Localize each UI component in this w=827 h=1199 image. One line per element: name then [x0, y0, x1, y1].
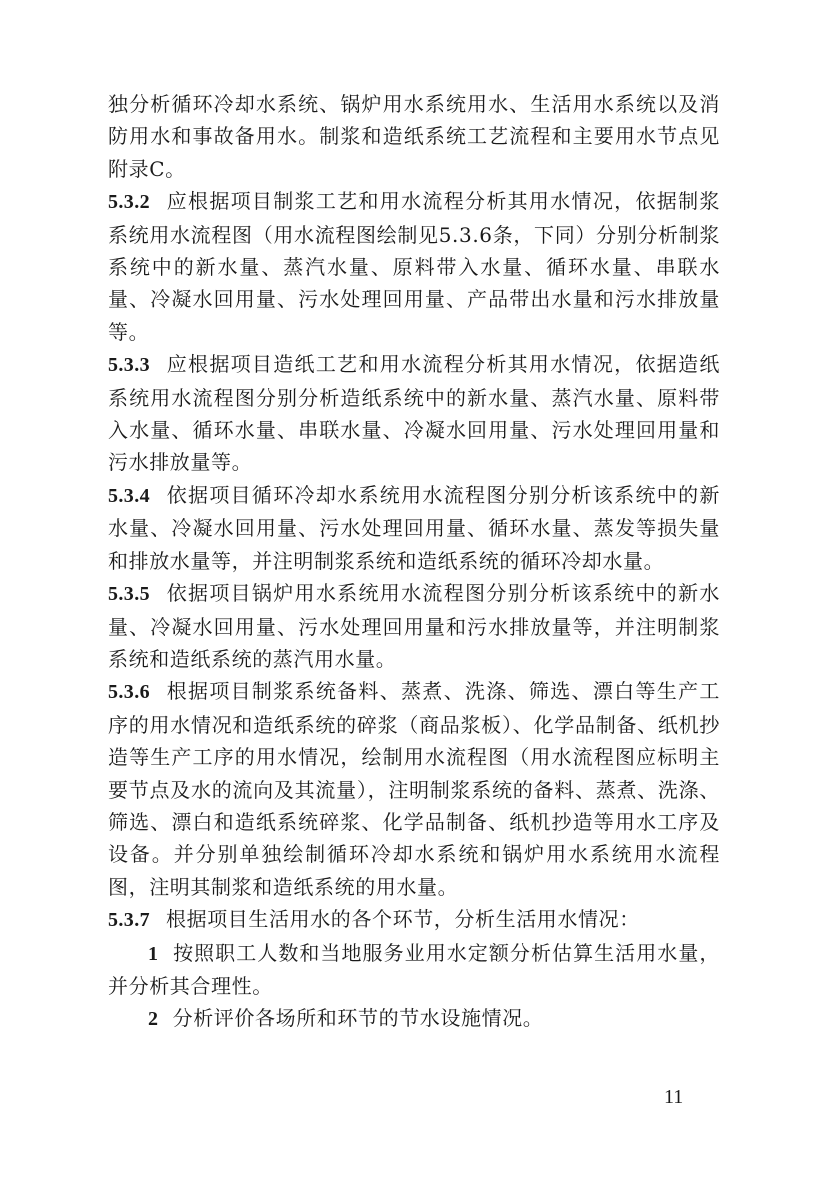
- item-number: 2: [148, 1008, 159, 1031]
- clause-number: 5.3.6: [108, 681, 150, 704]
- clause-5-3-4: [108, 479, 720, 577]
- item-text: 分析评价各场所和环节的节水设施情况。: [172, 1006, 544, 1031]
- item-text: 按照职工人数和当地服务业用水定额分析估算生活用水量，并分析其合理性。: [108, 940, 720, 998]
- list-item: [108, 937, 720, 1003]
- clause-number: 5.3.7: [108, 909, 150, 932]
- page-number: 11: [664, 1086, 684, 1108]
- clause-text: 应根据项目造纸工艺和用水流程分析其用水情况，依据造纸系统用水流程图分别分析造纸系统中的新水量、蒸汽水量、原料带入水量、循环水量、串联水量、冷凝水回用量、污水处理回用量和污水排放量等。: [108, 352, 720, 475]
- clause-number: 5.3.2: [108, 191, 150, 214]
- clause-text: 依据项目锅炉用水系统用水流程图分别分析该系统中的新水量、冷凝水回用量、污水处理回用量和污水排放量等，并注明制浆系统和造纸系统的蒸汽用水量。: [108, 581, 720, 671]
- body-text: [108, 88, 720, 1036]
- clause-5-3-6: [108, 675, 720, 903]
- clause-text: 应根据项目制浆工艺和用水流程分析其用水情况，依据制浆系统用水流程图（用水流程图绘制见5.3.6条，下同）分别分析制浆系统中的新水量、蒸汽水量、原料带入水量、循环水量、串联水量、冷凝水回用量、污水处理回用量、产品带出水量和污水排放量等。: [108, 189, 720, 344]
- clause-text: 依据项目循环冷却水系统用水流程图分别分析该系统中的新水量、冷凝水回用量、污水处理回用量、循环水量、蒸发等损失量和排放水量等，并注明制浆系统和造纸系统的循环冷却水量。: [108, 482, 720, 573]
- clause-5-3-3: [108, 348, 720, 479]
- clause-text: 根据项目生活用水的各个环节，分析生活用水情况：: [166, 907, 640, 932]
- clause-5-3-2: [108, 185, 720, 348]
- item-number: 1: [148, 942, 159, 965]
- clause-5-3-7: [108, 903, 720, 936]
- clause-number: 5.3.3: [108, 354, 150, 377]
- intro-paragraph: 独分析循环冷却水系统、锅炉用水系统用水、生活用水系统以及消防用水和事故备用水。制浆和造纸系统工艺流程和主要用水节点见附录C。: [108, 92, 720, 181]
- clause-5-3-5: [108, 577, 720, 675]
- clause-number: 5.3.4: [108, 484, 150, 507]
- clause-text: 根据项目制浆系统备料、蒸煮、洗涤、筛选、漂白等生产工序的用水情况和造纸系统的碎浆（商品浆板）、化学品制备、纸机抄造等生产工序的用水情况，绘制用水流程图（用水流程图应标明主要节点及水的流向及其流量），注明制浆系统的备料、蒸煮、洗涤、筛选、漂白和造纸系统碎浆、化学品制备、纸机抄造等用水工序及设备。并分别单独绘制循环冷却水系统和锅炉用水系统用水流程图，注明其制浆和造纸系统的用水量。: [108, 679, 720, 899]
- clause-number: 5.3.5: [108, 583, 150, 606]
- list-item: [108, 1002, 720, 1035]
